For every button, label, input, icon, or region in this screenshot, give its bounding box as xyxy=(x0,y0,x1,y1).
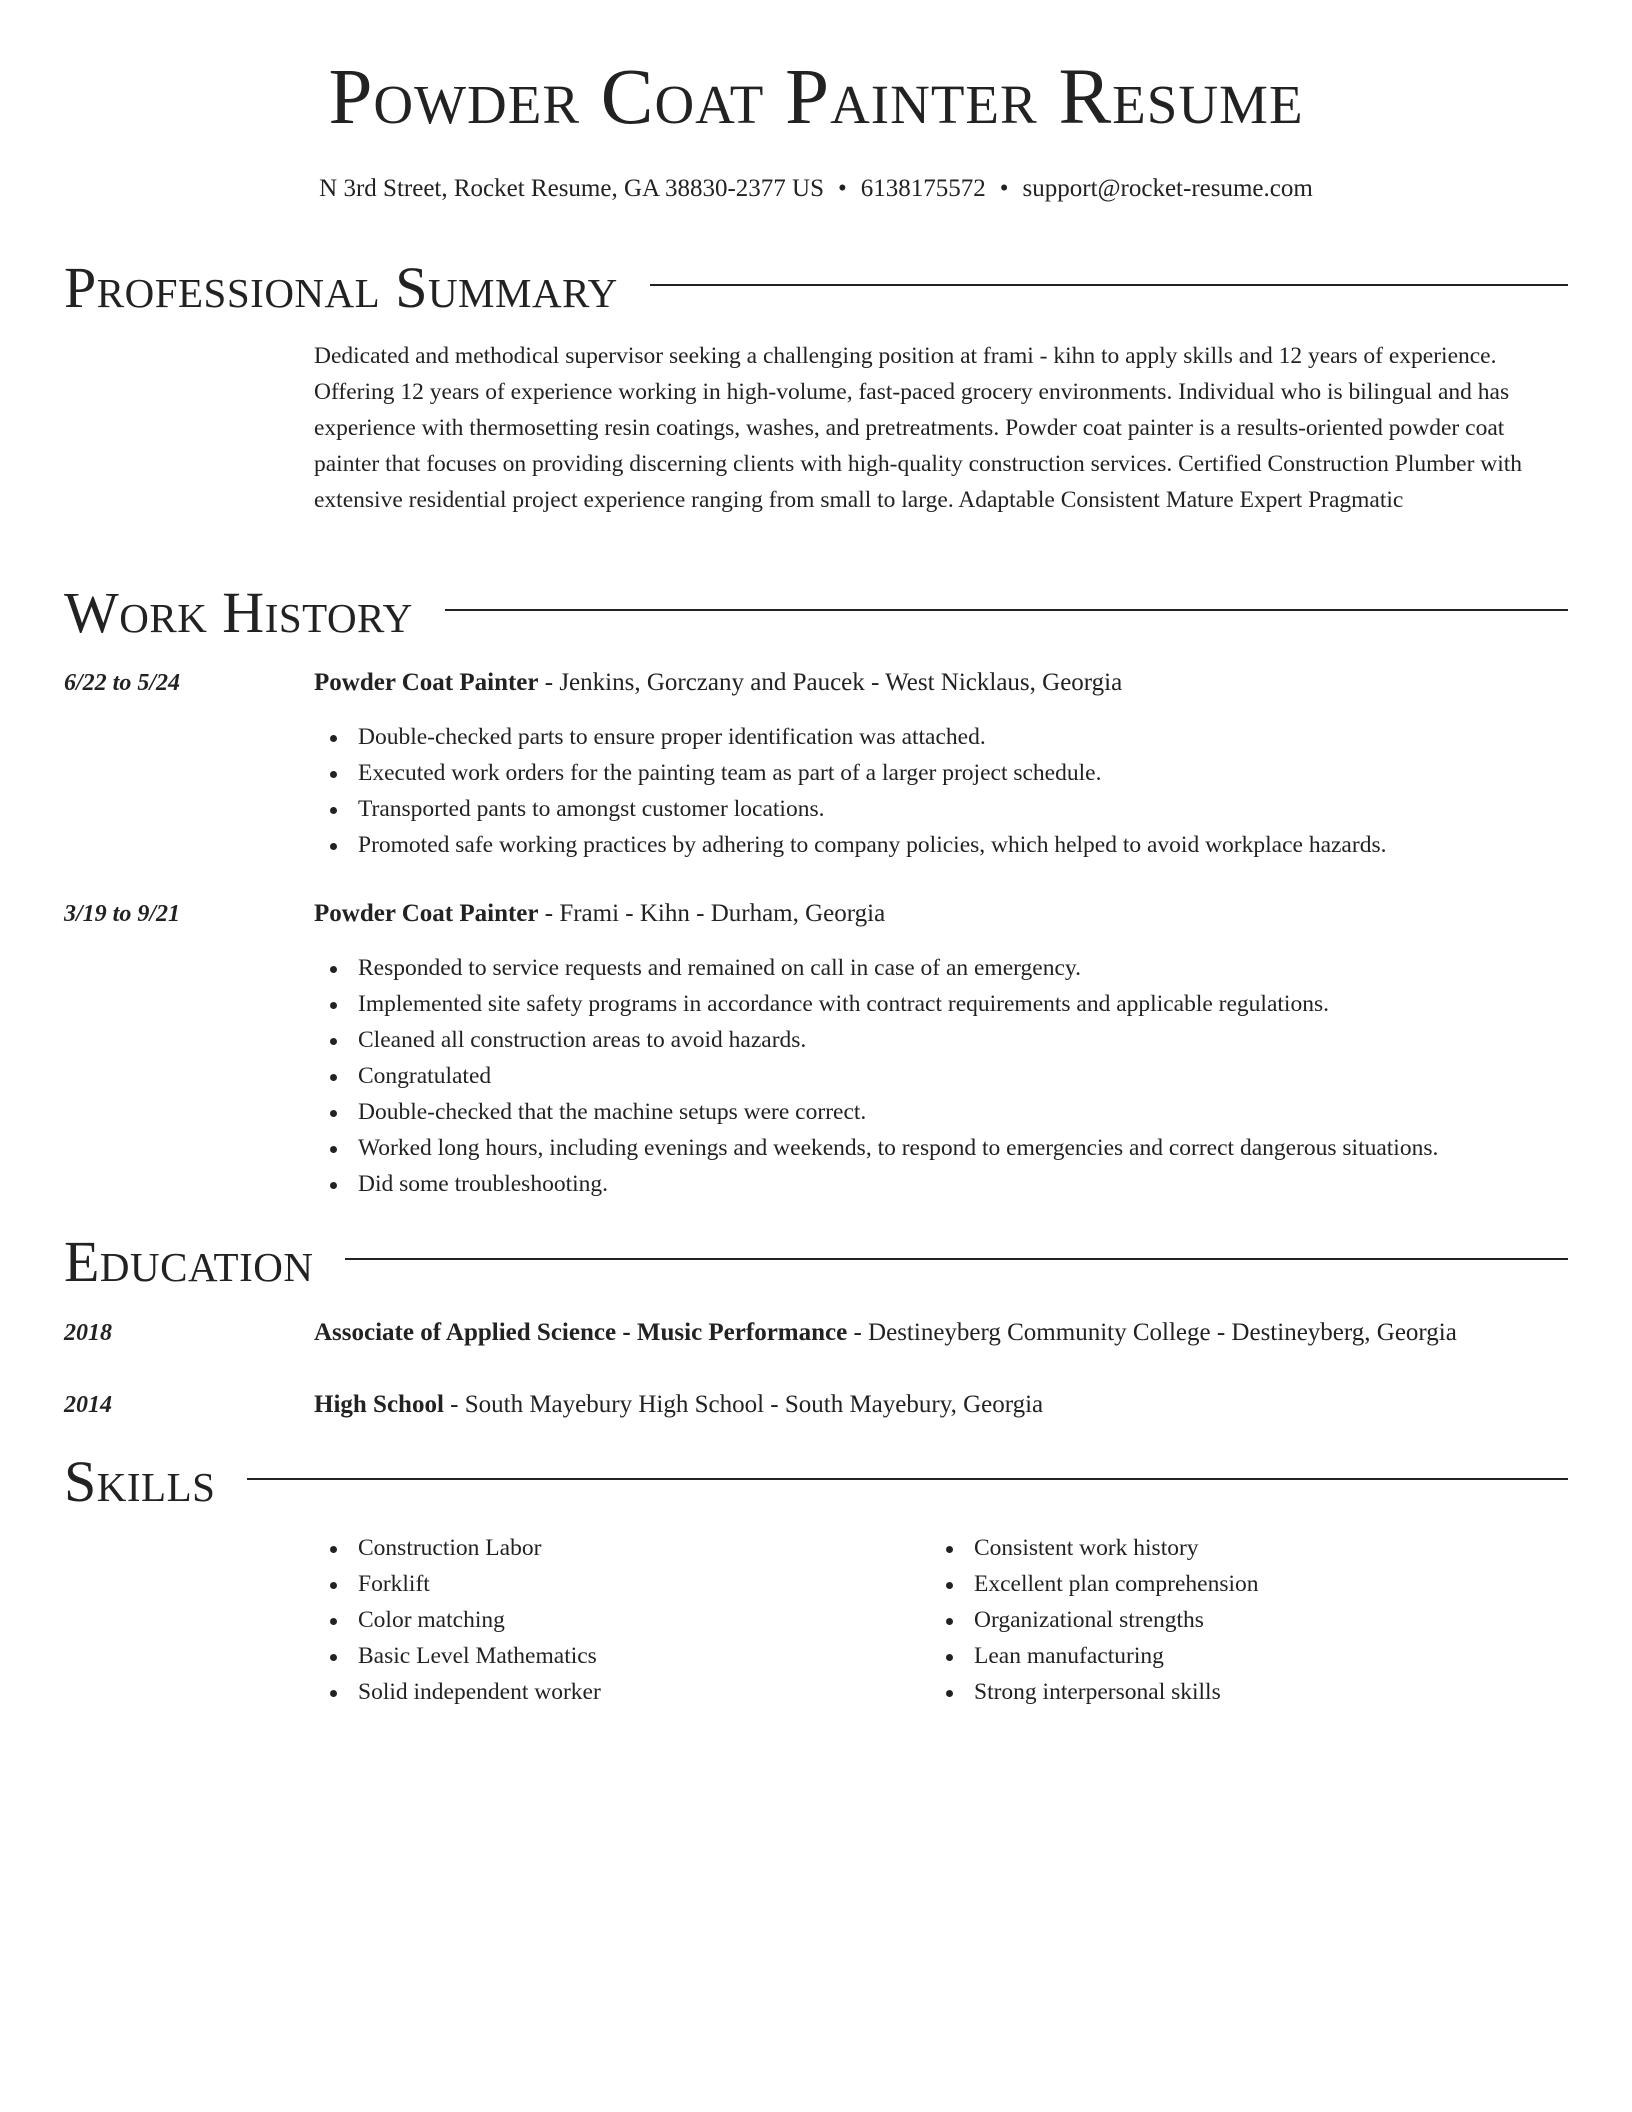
resume-title: Powder Coat Painter Resume xyxy=(328,54,1304,141)
list-item: Color matching xyxy=(314,1602,930,1638)
list-item: Forklift xyxy=(314,1566,930,1602)
list-item: Transported pants to amongst customer locations. xyxy=(314,791,1568,827)
work-dates: 6/22 to 5/24 xyxy=(64,670,181,696)
education-degree: High School xyxy=(314,1391,444,1418)
list-item: Did some troubleshooting. xyxy=(314,1166,1568,1202)
section-header xyxy=(64,255,1568,320)
education-year: 2014 xyxy=(64,1392,112,1418)
section-header xyxy=(64,1229,1568,1294)
list-item: Executed work orders for the painting team as part of a larger project schedule. xyxy=(314,755,1568,791)
list-item: Implemented site safety programs in accordance with contract requirements and applicable regulations. xyxy=(314,986,1568,1022)
list-item: Double-checked parts to ensure proper identification was attached. xyxy=(314,719,1568,755)
work-entry xyxy=(64,896,1568,1202)
list-item: Cleaned all construction areas to avoid hazards. xyxy=(314,1022,1568,1058)
list-item: Strong interpersonal skills xyxy=(930,1674,1546,1710)
skills-list xyxy=(314,1530,1568,1710)
work-bullets xyxy=(314,719,1568,863)
education-details: - Destineyberg Community College - Destineyberg, Georgia xyxy=(847,1319,1457,1346)
job-details: - Frami - Kihn - Durham, Georgia xyxy=(538,900,886,927)
section-education xyxy=(64,1229,1568,1294)
section-skills xyxy=(64,1449,1568,1514)
list-item: Solid independent worker xyxy=(314,1674,930,1710)
summary-text: Dedicated and methodical supervisor seeking a challenging position at frami - kihn to apply skills and 12 years of experience. Offering 12 years of experience working in high-volume, fast-paced grocery environments. Individual who is bilingual and has experience with thermosetting resin coatings, washes, and pretreatments. Powder coat painter is a results-oriented powder coat painter that focuses on providing discerning clients with high-quality construction services. Certified Construction Plumber with extensive residential project experience ranging from small to large. Adaptable Consistent Mature Expert Pragmatic xyxy=(314,343,1523,513)
section-divider xyxy=(247,1478,1568,1480)
work-entry xyxy=(64,665,1568,863)
skills-column-right xyxy=(930,1530,1546,1710)
education-entry xyxy=(64,1315,1568,1351)
list-item: Consistent work history xyxy=(930,1530,1546,1566)
job-position: Powder Coat Painter xyxy=(314,900,539,927)
work-entry-header xyxy=(64,665,1568,701)
work-bullets xyxy=(314,950,1568,1202)
section-header xyxy=(64,1449,1568,1514)
section-title: Education xyxy=(64,1229,314,1294)
section-work-history xyxy=(64,580,1568,645)
job-position: Powder Coat Painter xyxy=(314,669,539,696)
job-details: - Jenkins, Gorczany and Paucek - West Nicklaus, Georgia xyxy=(538,669,1123,696)
work-dates: 3/19 to 9/21 xyxy=(64,901,181,927)
work-title-line xyxy=(314,896,885,932)
section-divider xyxy=(650,284,1568,286)
education-details: - South Mayebury High School - South Mayebury, Georgia xyxy=(443,1391,1044,1418)
list-item: Double-checked that the machine setups were correct. xyxy=(314,1094,1568,1130)
education-entry-row xyxy=(64,1315,1568,1351)
contact-address: N 3rd Street, Rocket Resume, GA 38830-2377 US xyxy=(319,175,824,202)
contact-phone: 6138175572 xyxy=(860,175,986,202)
section-divider xyxy=(445,609,1568,611)
list-item: Worked long hours, including evenings and weekends, to respond to emergencies and correct dangerous situations. xyxy=(314,1130,1568,1166)
work-entry-header xyxy=(64,896,1568,932)
education-line xyxy=(314,1387,1043,1423)
section-professional-summary xyxy=(64,255,1568,320)
list-item: Lean manufacturing xyxy=(930,1638,1546,1674)
list-item: Construction Labor xyxy=(314,1530,930,1566)
contact-line xyxy=(0,175,1632,203)
section-header xyxy=(64,580,1568,645)
education-line xyxy=(314,1315,1457,1351)
education-entry-row xyxy=(64,1387,1568,1423)
section-title: Professional Summary xyxy=(64,255,618,320)
work-title-line xyxy=(314,665,1122,701)
list-item: Excellent plan comprehension xyxy=(930,1566,1546,1602)
skills-column-left xyxy=(314,1530,930,1710)
list-item: Organizational strengths xyxy=(930,1602,1546,1638)
education-year: 2018 xyxy=(64,1320,112,1346)
section-title: Skills xyxy=(64,1449,216,1514)
contact-email: support@rocket-resume.com xyxy=(1022,175,1313,202)
section-divider xyxy=(345,1258,1568,1260)
list-item: Basic Level Mathematics xyxy=(314,1638,930,1674)
list-item: Promoted safe working practices by adhering to company policies, which helped to avoid workplace hazards. xyxy=(314,827,1568,863)
education-entry xyxy=(64,1387,1568,1423)
education-degree: Associate of Applied Science - Music Performance xyxy=(314,1319,848,1346)
contact-separator: • xyxy=(837,175,847,202)
list-item: Responded to service requests and remained on call in case of an emergency. xyxy=(314,950,1568,986)
list-item: Congratulated xyxy=(314,1058,1568,1094)
contact-separator: • xyxy=(999,175,1009,202)
section-title: Work History xyxy=(64,580,413,645)
